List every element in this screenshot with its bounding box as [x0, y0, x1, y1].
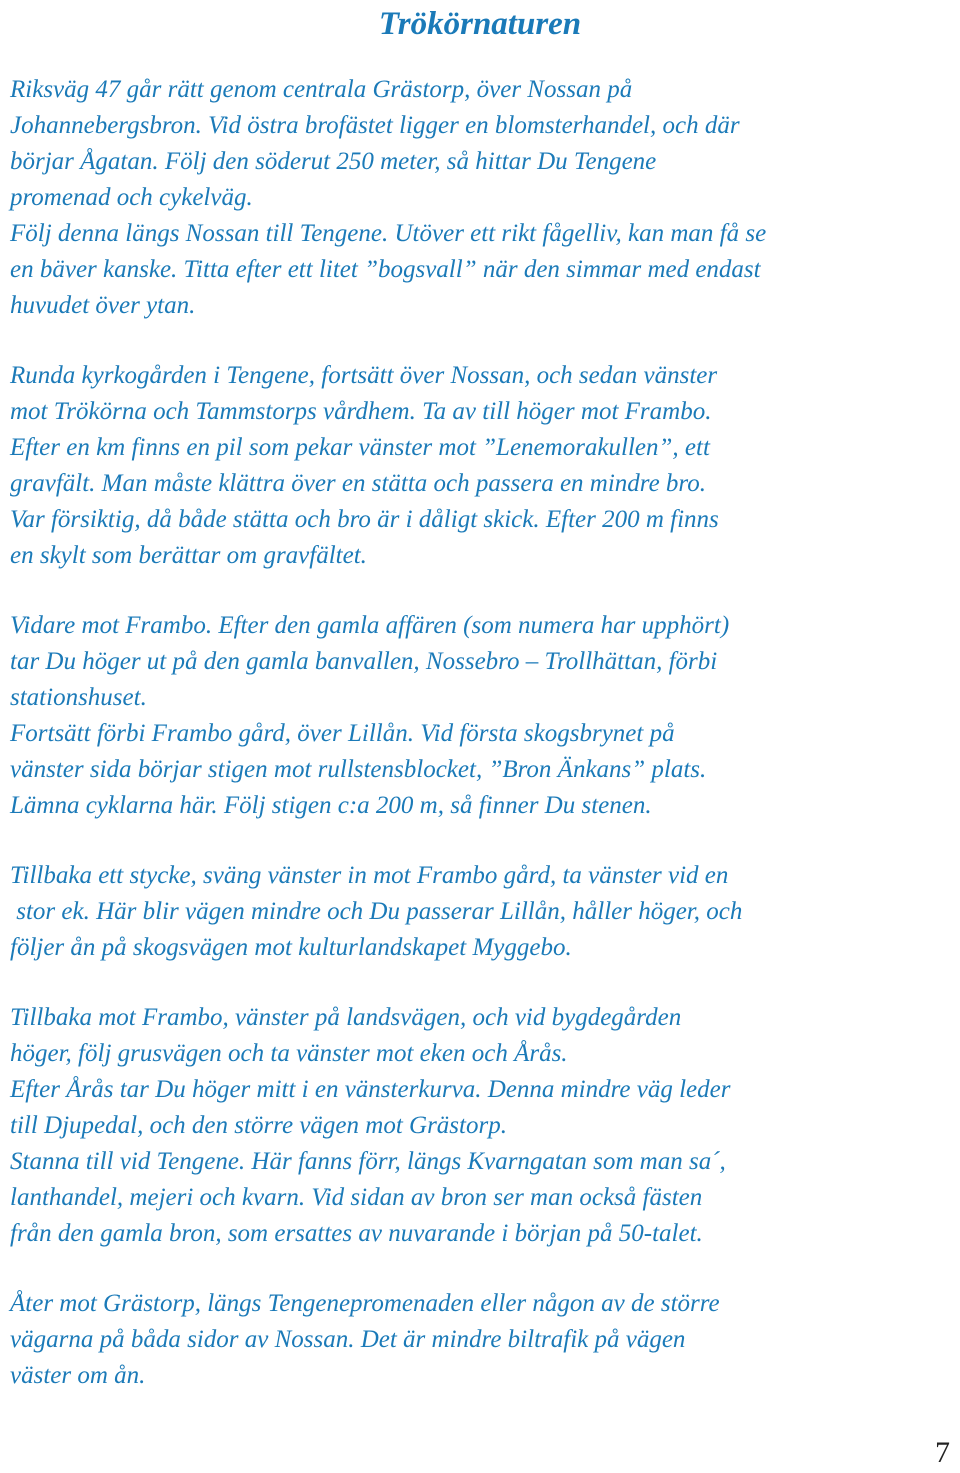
text-line: börjar Ågatan. Följ den söderut 250 meter, så hittar Du Tengene [10, 148, 657, 175]
text-line: tar Du höger ut på den gamla banvallen, Nossebro – Trollhättan, förbi [10, 648, 718, 675]
text-line: Runda kyrkogården i Tengene, fortsätt över Nossan, och sedan vänster [10, 362, 718, 389]
text-line: från den gamla bron, som ersattes av nuvarande i början på 50-talet. [10, 1220, 703, 1247]
text-line: Fortsätt förbi Frambo gård, över Lillån. Vid första skogsbrynet på [10, 720, 675, 747]
text-line: vänster sida börjar stigen mot rullstensblocket, ”Bron Änkans” plats. [10, 756, 707, 783]
text-line: Efter en km finns en pil som pekar vänster mot ”Lenemorakullen”, ett [10, 434, 710, 461]
paragraph [10, 608, 955, 824]
paragraph-gap [10, 966, 955, 1000]
text-line: promenad och cykelväg. [10, 184, 253, 211]
text-line: väster om ån. [10, 1362, 146, 1389]
page-number: 7 [935, 1436, 950, 1469]
text-line: Vidare mot Frambo. Efter den gamla affären (som numera har upphört) [10, 612, 730, 639]
paragraph [10, 1000, 955, 1252]
text-line: huvudet över ytan. [10, 292, 196, 319]
paragraph [10, 358, 955, 574]
text-line: stationshuset. [10, 684, 147, 711]
paragraph-gap [10, 1252, 955, 1286]
text-line: Riksväg 47 går rätt genom centrala Grästorp, över Nossan på [10, 76, 633, 103]
paragraph-gap [10, 574, 955, 608]
text-line: till Djupedal, och den större vägen mot Grästorp. [10, 1112, 507, 1139]
text-line: Var försiktig, då både stätta och bro är i dåligt skick. Efter 200 m finns [10, 506, 719, 533]
text-line: Åter mot Grästorp, längs Tengenepromenaden eller någon av de större [10, 1290, 720, 1317]
document-body [10, 72, 955, 1394]
paragraph-gap [10, 324, 955, 358]
text-line: lanthandel, mejeri och kvarn. Vid sidan av bron ser man också fästen [10, 1184, 703, 1211]
text-line: följer ån på skogsvägen mot kulturlandskapet Myggebo. [10, 934, 572, 961]
text-line: mot Trökörna och Tammstorps vårdhem. Ta av till höger mot Frambo. [10, 398, 712, 425]
page-title: Trökörnaturen [378, 6, 582, 42]
text-line: vägarna på båda sidor av Nossan. Det är mindre biltrafik på vägen [10, 1326, 686, 1353]
text-line: Efter Årås tar Du höger mitt i en vänsterkurva. Denna mindre väg leder [10, 1076, 731, 1103]
text-line: höger, följ grusvägen och ta vänster mot eken och Årås. [10, 1040, 568, 1067]
text-line: en bäver kanske. Titta efter ett litet ”bogsvall” när den simmar med endast [10, 256, 761, 283]
paragraph [10, 1286, 955, 1394]
paragraph [10, 72, 955, 324]
text-line: Johannebergsbron. Vid östra brofästet ligger en blomsterhandel, och där [10, 112, 740, 139]
text-line: Följ denna längs Nossan till Tengene. Utöver ett rikt fågelliv, kan man få se [10, 220, 767, 247]
text-line: Stanna till vid Tengene. Här fanns förr, längs Kvarngatan som man sa´, [10, 1148, 726, 1175]
text-line: Tillbaka mot Frambo, vänster på landsvägen, och vid bygdegården [10, 1004, 682, 1031]
text-line: en skylt som berättar om gravfältet. [10, 542, 367, 569]
text-line: stor ek. Här blir vägen mindre och Du passerar Lillån, håller höger, och [10, 898, 743, 925]
text-line: Lämna cyklarna här. Följ stigen c:a 200 m, så finner Du stenen. [10, 792, 652, 819]
paragraph-gap [10, 824, 955, 858]
paragraph [10, 858, 955, 966]
text-line: Tillbaka ett stycke, sväng vänster in mot Frambo gård, ta vänster vid en [10, 862, 729, 889]
text-line: gravfält. Man måste klättra över en stätta och passera en mindre bro. [10, 470, 706, 497]
